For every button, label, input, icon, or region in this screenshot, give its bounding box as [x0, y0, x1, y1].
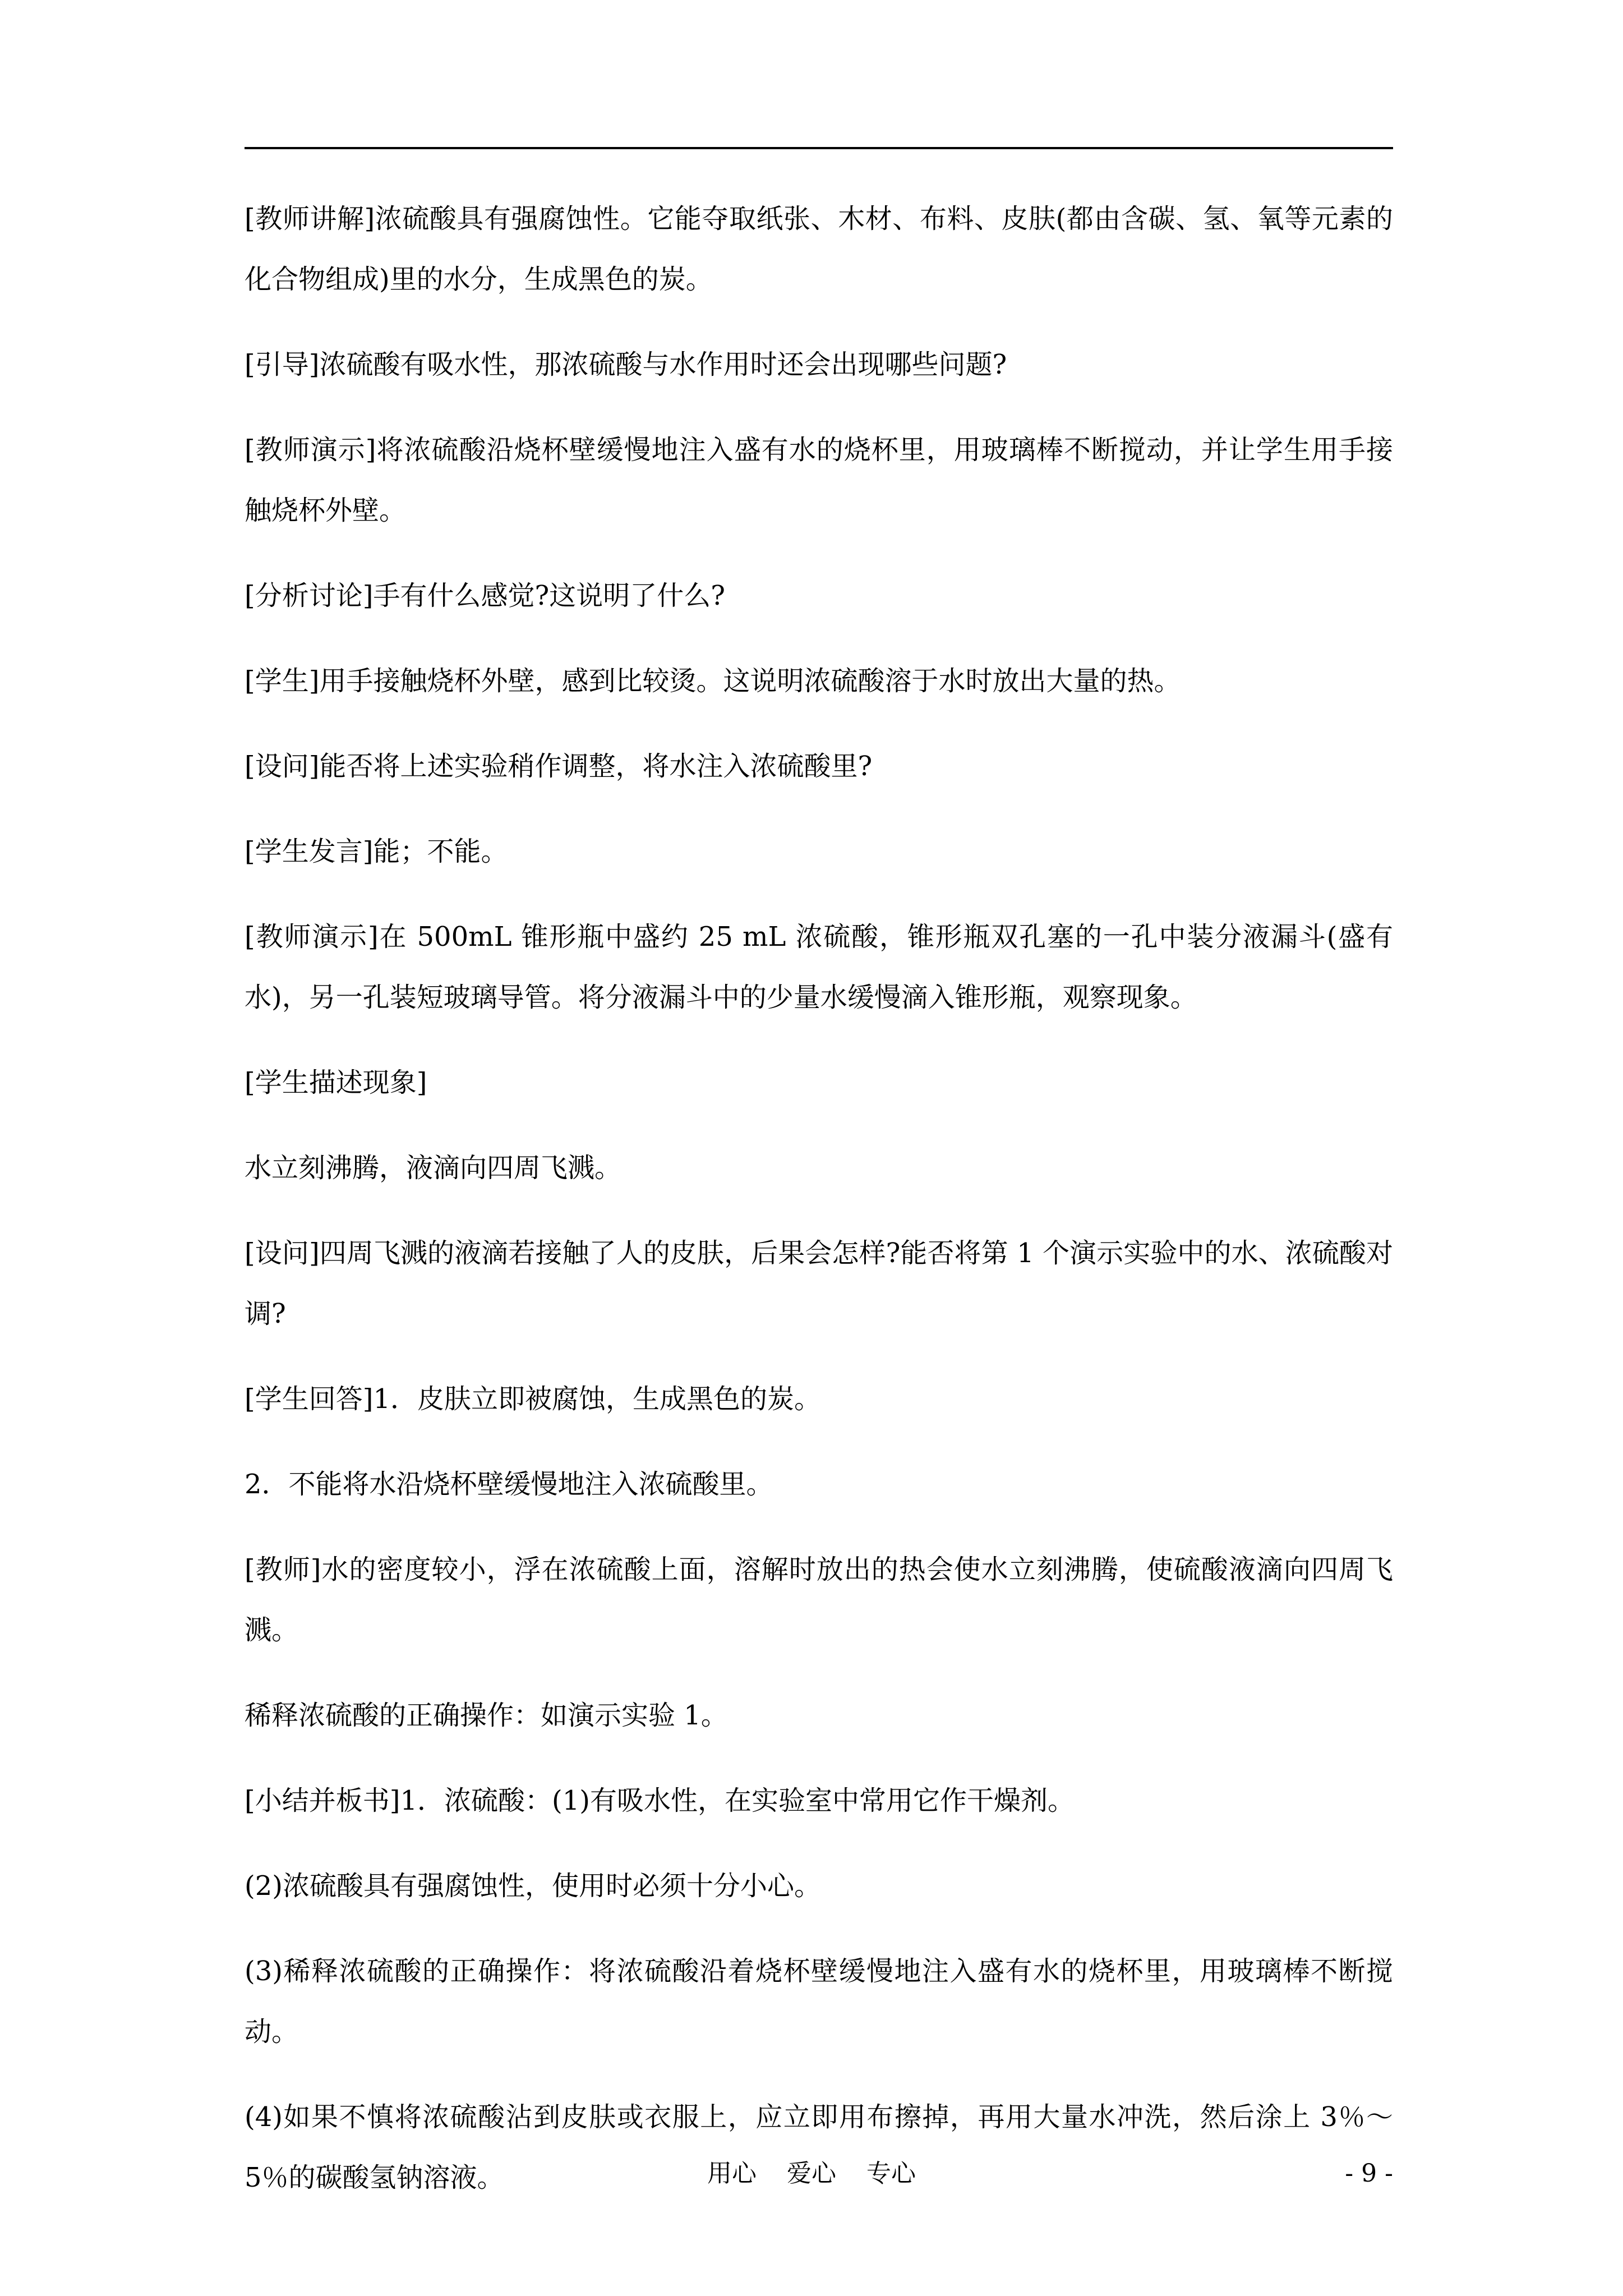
paragraph: [教师演示]在 500mL 锥形瓶中盛约 25 mL 浓硫酸，锥形瓶双孔塞的一孔中装分液漏斗(盛有水)，另一孔装短玻璃导管。将分液漏斗中的少量水缓慢滴入锥形瓶，观察现象。 — [245, 921, 1393, 1013]
footer-motto: 用心 爱心 专心 — [707, 2159, 916, 2188]
paragraph: (2)浓硫酸具有强腐蚀性，使用时必须十分小心。 — [245, 1870, 821, 1902]
paragraph: [引导]浓硫酸有吸水性，那浓硫酸与水作用时还会出现哪些问题? — [245, 349, 1007, 380]
paragraph: [小结并板书]1．浓硫酸：(1)有吸水性，在实验室中常用它作干燥剂。 — [245, 1785, 1075, 1816]
page-number: - 9 - — [1345, 2159, 1393, 2188]
paragraph: 水立刻沸腾，液滴向四周飞溅。 — [245, 1152, 622, 1184]
header-rule — [245, 147, 1393, 149]
paragraph: [设问]四周飞溅的液滴若接触了人的皮肤，后果会怎样?能否将第 1 个演示实验中的水、浓硫酸对调? — [245, 1237, 1393, 1329]
document-body — [245, 188, 1393, 2233]
paragraph: (3)稀释浓硫酸的正确操作：将浓硫酸沿着烧杯壁缓慢地注入盛有水的烧杯里，用玻璃棒不断搅动。 — [245, 1955, 1393, 2047]
paragraph: 稀释浓硫酸的正确操作：如演示实验 1。 — [245, 1700, 728, 1731]
paragraph: [教师讲解]浓硫酸具有强腐蚀性。它能夺取纸张、木材、布料、皮肤(都由含碳、氢、氧等元素的化合物组成)里的水分，生成黑色的炭。 — [245, 203, 1393, 295]
paragraph: [学生回答]1．皮肤立即被腐蚀，生成黑色的炭。 — [245, 1383, 821, 1415]
paragraph: 2．不能将水沿烧杯壁缓慢地注入浓硫酸里。 — [245, 1469, 773, 1500]
paragraph: [设问]能否将上述实验稍作调整，将水注入浓硫酸里? — [245, 751, 873, 782]
paragraph: [教师]水的密度较小，浮在浓硫酸上面，溶解时放出的热会使水立刻沸腾，使硫酸液滴向四周飞溅。 — [245, 1554, 1393, 1646]
paragraph: [分析讨论]手有什么感觉?这说明了什么? — [245, 580, 725, 611]
paragraph: [教师演示]将浓硫酸沿烧杯壁缓慢地注入盛有水的烧杯里，用玻璃棒不断搅动，并让学生用手接触烧杯外壁。 — [245, 434, 1393, 526]
paragraph: [学生]用手接触烧杯外壁，感到比较烫。这说明浓硫酸溶于水时放出大量的热。 — [245, 665, 1181, 697]
paragraph: [学生描述现象] — [245, 1067, 427, 1098]
paragraph: [学生发言]能；不能。 — [245, 836, 508, 867]
paragraph: (4)如果不慎将浓硫酸沾到皮肤或衣服上，应立即用布擦掉，再用大量水冲洗，然后涂上 3％～5％的碳酸氢钠溶液。 — [245, 2101, 1393, 2193]
